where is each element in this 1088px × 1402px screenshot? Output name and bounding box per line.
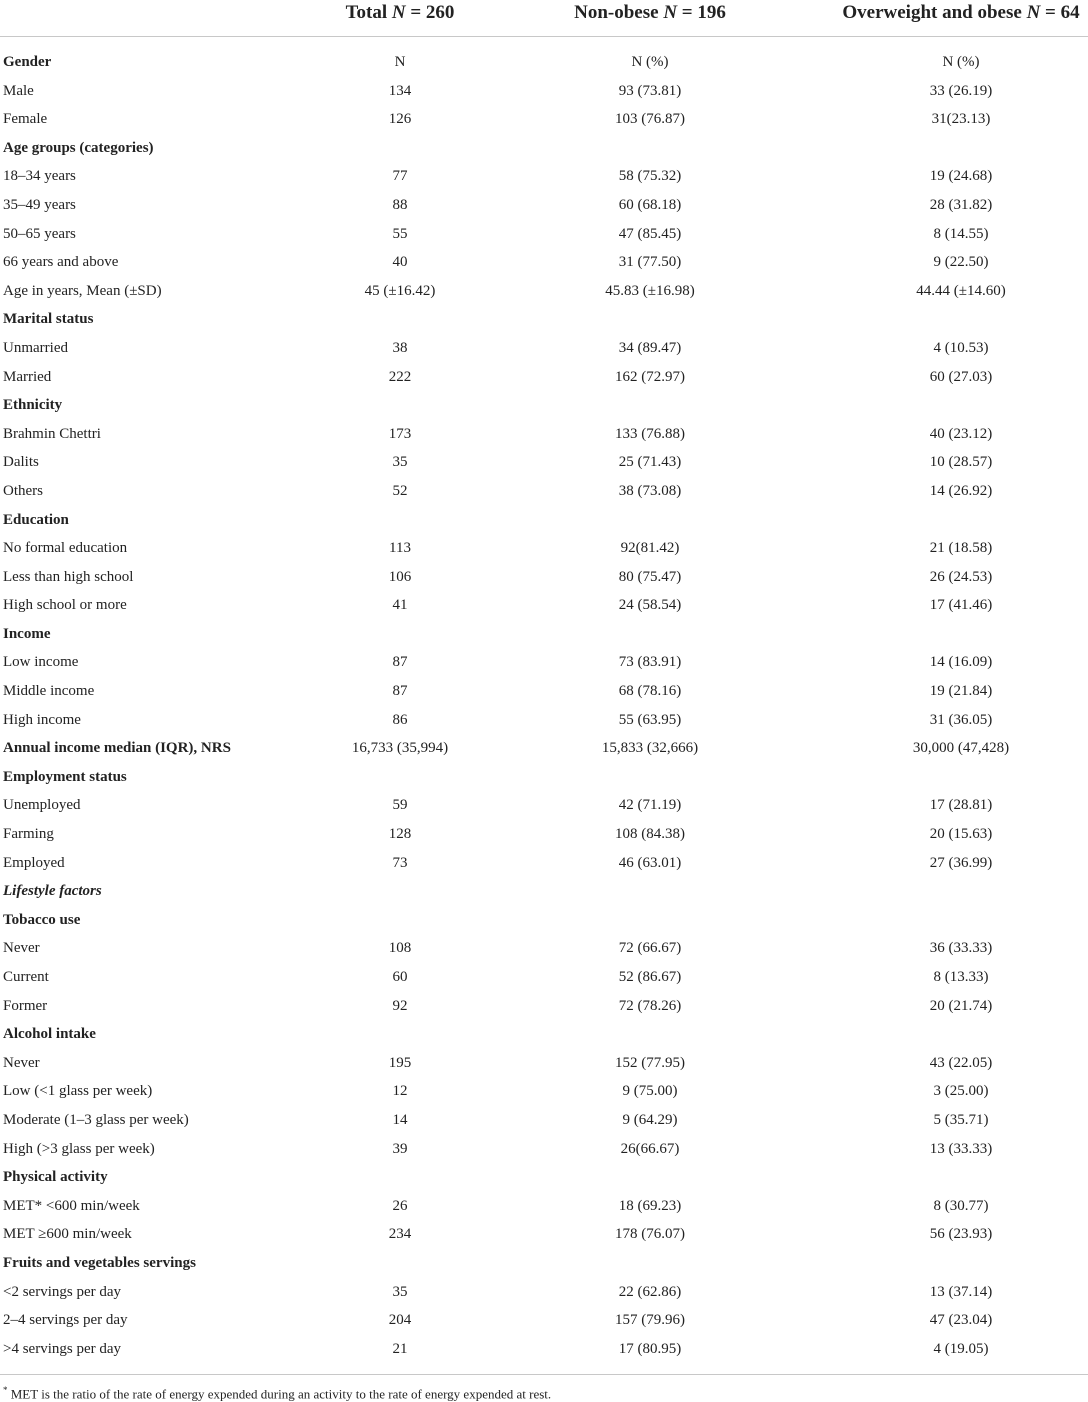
header-overweight [811,0,1088,26]
cell-non-obese [500,1249,800,1278]
cell-overweight: N (%) [942,54,980,70]
row-label: Moderate (1–3 glass per week) [3,1111,189,1128]
table-footnote [3,1382,551,1402]
row-label: Others [3,482,43,499]
table-section-row [0,391,1088,420]
cell-non-obese: 72 (66.67) [618,940,682,957]
cell-total: 38 [392,339,408,356]
cell-overweight: 19 (24.68) [929,168,993,185]
cell-total: 73 [392,854,408,871]
row-label: Tobacco use [3,911,81,928]
table-row [0,934,1088,963]
cell-total: N [394,54,406,70]
cell-non-obese: 103 (76.87) [615,111,685,128]
row-label: Low income [3,654,79,671]
cell-overweight [811,620,1088,649]
cell-non-obese [500,1020,800,1049]
cell-overweight: 19 (21.84) [929,683,993,700]
table-row [0,1077,1088,1106]
cell-non-obese: 17 (80.95) [618,1340,682,1357]
table-row [0,162,1088,191]
cell-non-obese [500,877,800,906]
cell-non-obese [500,1163,800,1192]
cell-total: 92 [392,997,408,1014]
table-row [0,105,1088,134]
header-overweight-prefix: Overweight and obese [842,2,1027,23]
table-row [0,563,1088,592]
cell-total: 16,733 (35,994) [351,740,449,757]
cell-overweight: 20 (15.63) [929,826,993,843]
row-label: Former [3,997,48,1014]
cell-overweight: 28 (31.82) [929,196,993,213]
table-section-row [0,906,1088,935]
table-body [0,48,1088,1363]
cell-overweight: 56 (23.93) [929,1226,993,1243]
cell-overweight: 31 (36.05) [929,711,993,728]
table-row [0,677,1088,706]
cell-non-obese: 46 (63.01) [618,854,682,871]
cell-total: 173 [388,425,412,442]
cell-overweight: 9 (22.50) [933,254,989,271]
cell-non-obese: 9 (75.00) [622,1083,678,1100]
table-section-row [0,620,1088,649]
cell-overweight: 33 (26.19) [929,82,993,99]
cell-non-obese: 152 (77.95) [615,1054,685,1071]
table-section-row [0,763,1088,792]
cell-non-obese [500,620,800,649]
row-label: High income [3,711,81,728]
row-label: High (>3 glass per week) [3,1140,155,1157]
table-row [0,791,1088,820]
table-section-row [0,877,1088,906]
table-row [0,363,1088,392]
cell-overweight: 13 (33.33) [929,1140,993,1157]
cell-overweight [811,1020,1088,1049]
row-label: Income [3,625,51,642]
table-row [0,591,1088,620]
cell-total: 60 [392,969,408,985]
cell-overweight: 30,000 (47,428) [912,740,1010,757]
cell-total: 14 [392,1111,408,1128]
cell-non-obese [500,305,800,334]
cell-overweight: 27 (36.99) [929,854,993,871]
cell-total: 126 [388,111,412,128]
cell-total: 35 [392,1283,408,1300]
cell-non-obese: 133 (76.88) [615,425,685,442]
table-row [0,1192,1088,1221]
cell-overweight: 8 (13.33) [933,969,989,985]
cell-non-obese: 31 (77.50) [618,254,682,271]
row-label: Education [3,511,69,528]
table-row [0,1049,1088,1078]
cell-overweight: 5 (35.71) [933,1111,989,1128]
cell-total: 35 [392,454,408,471]
cell-total: 39 [392,1140,408,1157]
table-section-row [0,134,1088,163]
table-section-row [0,1020,1088,1049]
cell-non-obese: 15,833 (32,666) [601,740,699,757]
cell-total: 87 [392,654,408,671]
cell-total: 59 [392,797,408,814]
row-label: Female [3,111,48,128]
cell-overweight: 8 (14.55) [933,225,989,242]
cell-total: 234 [388,1226,412,1243]
cell-non-obese [500,391,800,420]
row-label: Current [3,969,49,985]
header-non-obese-suffix: = 196 [677,2,726,23]
cell-non-obese: 25 (71.43) [618,454,682,471]
cell-overweight: 14 (16.09) [929,654,993,671]
cell-overweight: 8 (30.77) [933,1197,989,1214]
row-label: Ethnicity [3,397,63,414]
row-label: Lifestyle factors [3,883,102,900]
cell-overweight: 4 (19.05) [933,1340,989,1357]
cell-non-obese [500,506,800,535]
cell-total: 113 [389,540,411,557]
cell-total: 87 [392,683,408,700]
row-label: <2 servings per day [3,1283,122,1300]
cell-overweight [811,1163,1088,1192]
cell-overweight: 36 (33.33) [929,940,993,957]
cell-overweight [811,134,1088,163]
row-label: Farming [3,826,54,843]
cell-total: 86 [392,711,408,728]
cell-non-obese: 34 (89.47) [618,339,682,356]
row-label: Employed [3,854,65,871]
cell-overweight: 10 (28.57) [929,454,993,471]
table-row [0,477,1088,506]
table-row [0,277,1088,306]
header-total-var: N [391,2,406,23]
cell-non-obese: 157 (79.96) [615,1312,685,1329]
cell-overweight: 3 (25.00) [933,1083,989,1100]
table-row [0,1220,1088,1249]
cell-overweight [811,763,1088,792]
cell-total: 222 [388,368,412,385]
cell-overweight [811,1249,1088,1278]
table-header [0,0,1088,37]
footnote-text: MET is the ratio of the rate of energy expended during an activity to the rate of energy expended at rest. [7,1386,552,1402]
row-label: Dalits [3,454,39,471]
table-row [0,334,1088,363]
table-section-row [0,506,1088,535]
table-row [0,534,1088,563]
table-row [0,849,1088,878]
row-label: High school or more [3,597,127,614]
row-label: Gender [3,54,52,70]
cell-overweight [811,391,1088,420]
row-label: Less than high school [3,568,134,585]
cell-total: 21 [392,1340,408,1357]
footer-divider [0,1374,1088,1375]
row-label: Brahmin Chettri [3,425,101,442]
row-label: Alcohol intake [3,1026,96,1043]
cell-overweight: 21 (18.58) [929,540,993,557]
cell-overweight: 4 (10.53) [933,339,989,356]
row-label: Fruits and vegetables servings [3,1254,196,1271]
cell-total: 128 [388,826,412,843]
row-label: Unemployed [3,797,81,814]
cell-total: 195 [388,1054,412,1071]
header-non-obese [500,0,800,26]
cell-overweight [811,506,1088,535]
cell-non-obese: 58 (75.32) [618,168,682,185]
row-label: MET* <600 min/week [3,1197,140,1214]
table-row [0,191,1088,220]
table-row [0,448,1088,477]
cell-overweight: 26 (24.53) [929,568,993,585]
table-row [0,1335,1088,1364]
cell-overweight: 17 (41.46) [929,597,993,614]
cell-non-obese [500,134,800,163]
cell-total: 52 [392,482,408,499]
table-row [0,248,1088,277]
row-label: Low (<1 glass per week) [3,1083,153,1100]
header-non-obese-var: N [663,2,678,23]
cell-overweight: 43 (22.05) [929,1054,993,1071]
header-total-prefix: Total [345,2,392,23]
cell-overweight [811,877,1088,906]
cell-total: 26 [392,1197,408,1214]
cell-non-obese: 45.83 (±16.98) [605,282,695,299]
cell-non-obese: 72 (78.26) [618,997,682,1014]
row-label: No formal education [3,540,128,557]
row-label: Employment status [3,768,127,785]
table-row [0,420,1088,449]
cell-total: 41 [392,597,408,614]
cell-non-obese: 93 (73.81) [618,82,682,99]
cell-non-obese: 92(81.42) [620,540,680,557]
cell-total: 106 [388,568,412,585]
cell-non-obese: 42 (71.19) [618,797,682,814]
header-non-obese-prefix: Non-obese [574,2,664,23]
header-total-suffix: = 260 [405,2,455,23]
row-label: Never [3,1054,40,1071]
cell-non-obese: 73 (83.91) [618,654,682,671]
cell-total: 88 [392,196,408,213]
cell-overweight [811,906,1088,935]
row-label: MET ≥600 min/week [3,1226,132,1243]
row-label: Married [3,368,52,385]
row-label: Age groups (categories) [3,139,154,156]
row-label: 50–65 years [3,225,76,242]
cell-overweight: 13 (37.14) [929,1283,993,1300]
row-label: Male [3,82,34,99]
cell-non-obese: 26(66.67) [620,1140,680,1157]
table-section-row [0,305,1088,334]
table-section-row [0,1249,1088,1278]
row-label: Middle income [3,683,95,700]
cell-non-obese: 18 (69.23) [618,1197,682,1214]
cell-total: 77 [392,168,408,185]
cell-overweight: 20 (21.74) [929,997,993,1014]
table-row [0,992,1088,1021]
row-label: Physical activity [3,1169,108,1186]
table-section-row [0,734,1088,763]
cell-non-obese: 68 (78.16) [618,683,682,700]
table-section-row [0,1163,1088,1192]
cell-non-obese: 52 (86.67) [618,969,682,985]
cell-overweight: 44.44 (±14.60) [916,282,1006,299]
row-label: 66 years and above [3,254,119,271]
row-label: 18–34 years [3,168,76,185]
cell-non-obese: 108 (84.38) [615,826,685,843]
row-label: Never [3,940,40,957]
cell-overweight [811,305,1088,334]
table-row [0,648,1088,677]
cell-non-obese [500,763,800,792]
cell-non-obese: 24 (58.54) [618,597,682,614]
cell-non-obese [500,906,800,935]
cell-overweight: 14 (26.92) [929,482,993,499]
row-label: Marital status [3,311,94,328]
cell-overweight: 60 (27.03) [929,368,993,385]
cell-total: 108 [388,940,412,957]
table-row [0,77,1088,106]
row-label: Age in years, Mean (±SD) [3,282,162,299]
row-label: Annual income median (IQR), NRS [3,740,231,757]
footnote-marker: * [3,1385,8,1395]
header-overweight-suffix: = 64 [1040,2,1080,23]
cell-non-obese: 38 (73.08) [618,482,682,499]
cell-overweight: 47 (23.04) [929,1312,993,1329]
table-row [0,1306,1088,1335]
row-label: 2–4 servings per day [3,1312,128,1329]
cell-overweight: 40 (23.12) [929,425,993,442]
header-overweight-var: N [1026,2,1041,23]
table-row [0,1106,1088,1135]
cell-overweight: 17 (28.81) [929,797,993,814]
cell-total: 55 [392,225,408,242]
cell-non-obese: 47 (85.45) [618,225,682,242]
row-label: >4 servings per day [3,1340,122,1357]
cell-overweight: 31(23.13) [931,111,991,128]
cell-non-obese: 9 (64.29) [622,1111,678,1128]
table-row [0,1135,1088,1164]
cell-total: 204 [388,1312,412,1329]
cell-non-obese: 22 (62.86) [618,1283,682,1300]
table-row [0,1278,1088,1307]
cell-total: 40 [392,254,408,271]
row-label: Unmarried [3,339,68,356]
cell-total: 134 [388,82,412,99]
table-row [0,963,1088,992]
table-row [0,706,1088,735]
table-row [0,220,1088,249]
cell-non-obese: 80 (75.47) [618,568,682,585]
cell-total: 12 [392,1083,408,1100]
cell-non-obese: 55 (63.95) [618,711,682,728]
table-row [0,820,1088,849]
cell-non-obese: 162 (72.97) [615,368,685,385]
row-label: 35–49 years [3,196,76,213]
table-section-row [0,48,1088,77]
cell-non-obese: 60 (68.18) [618,196,682,213]
cell-total: 45 (±16.42) [364,282,436,299]
cell-non-obese: 178 (76.07) [615,1226,685,1243]
cell-non-obese: N (%) [631,54,669,70]
